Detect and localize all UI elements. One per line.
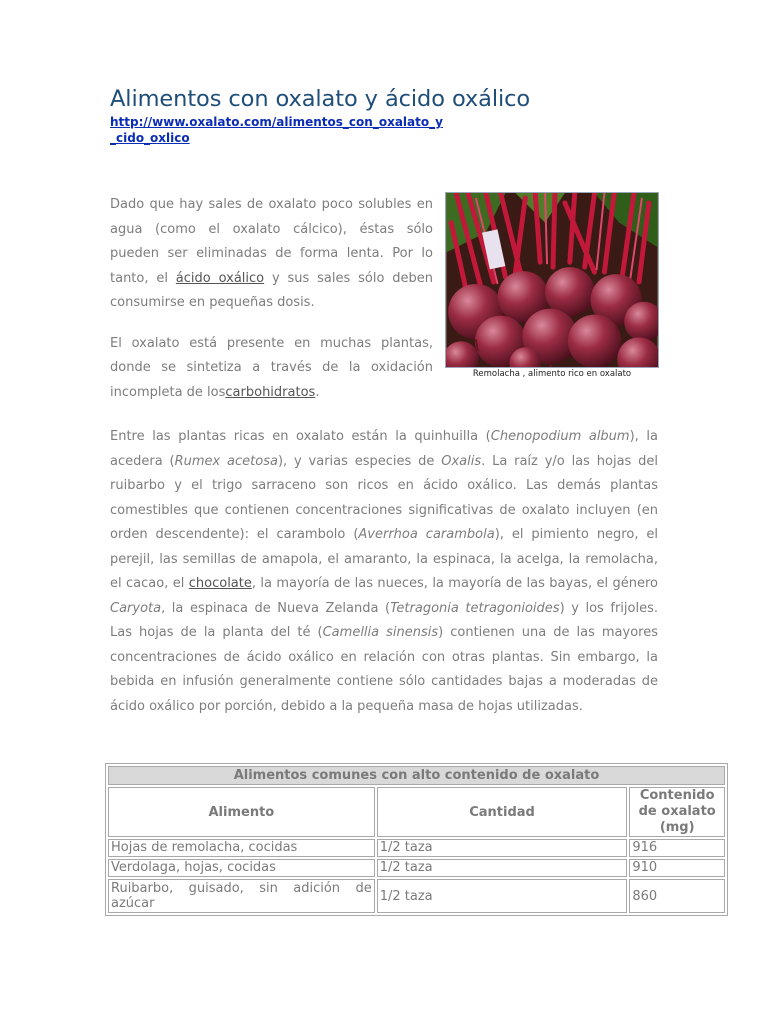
oxalate-table [105, 763, 728, 916]
intro-paragraph-1: Dado que hay sales de oxalato poco solubles en agua (como el oxalato cálcico), éstas sólo pueden ser eliminadas de forma lenta. Por lo tanto, el ácido oxálico y sus sales sólo deben consumirse en pequeñas dosis. [110, 197, 433, 310]
document-page [110, 84, 658, 719]
source-link-block [110, 114, 443, 146]
source-url-line1: http://www.oxalato.com/alimentos_con_oxalato_y [110, 115, 443, 129]
cell-contenido: 910 [629, 859, 725, 877]
cell-contenido: 916 [629, 839, 725, 857]
table-header-row [108, 787, 725, 837]
figure-caption: Remolacha , alimento rico en oxalato [472, 369, 632, 379]
main-text [110, 425, 658, 719]
chocolate-link[interactable]: chocolate [188, 576, 252, 591]
cell-cantidad: 1/2 taza [377, 839, 628, 857]
table-row [108, 839, 725, 857]
intro-text [110, 193, 433, 405]
table-caption: Alimentos comunes con alto contenido de oxalato [108, 766, 725, 785]
beet-photo [445, 192, 659, 368]
cell-contenido: 860 [629, 879, 725, 913]
page-title: Alimentos con oxalato y ácido oxálico [110, 86, 531, 112]
table-caption-row [108, 766, 725, 785]
cell-alimento: Verdolaga, hojas, cocidas [108, 859, 375, 877]
header-alimento: Alimento [108, 787, 375, 837]
carbohidratos-link[interactable]: carbohidratos [225, 384, 316, 400]
table-row [108, 859, 725, 877]
source-url-link[interactable] [110, 115, 443, 145]
acido-oxalico-link[interactable]: ácido oxálico [175, 270, 265, 286]
table-row [108, 879, 725, 913]
intro-paragraph-2: El oxalato está presente en muchas plantas, donde se sintetiza a través de la oxidación incompleta de loscarbohidratos. [110, 335, 433, 400]
cell-cantidad: 1/2 taza [377, 879, 628, 913]
body-paragraph: Entre las plantas ricas en oxalato están la quinhuilla (Chenopodium album), la acedera (Rumex acetosa), y varias especies de Oxalis. La raíz y/o las hojas del ruibarbo y el trigo sarraceno son ricos en ácido oxálico. Las demás plantas comestibles que contienen concentraciones significativas de oxalato incluyen (en orden descendente): el carambolo (Averrhoa carambola), el pimiento negro, el perejil, las semillas de amapola, el amaranto, la espinaca, la acelga, la remolacha, el cacao, el chocolate, la mayoría de las nueces, la mayoría de las bayas, el género Caryota, la espinaca de Nueva Zelanda (Tetragonia tetragonioides) y los frijoles. Las hojas de la planta del té (Camellia sinensis) contienen una de las mayores concentraciones de ácido oxálico en relación con otras plantas. Sin embargo, la bebida en infusión generalmente contiene sólo cantidades bajas a moderadas de ácido oxálico por porción, debido a la pequeña masa de hojas utilizadas. [110, 429, 659, 714]
cell-alimento: Hojas de remolacha, cocidas [108, 839, 375, 857]
beet-figure [445, 192, 659, 379]
intro-section [110, 193, 658, 407]
cell-alimento: Ruibarbo, guisado, sin adición de azúcar [108, 879, 375, 913]
cell-cantidad: 1/2 taza [377, 859, 628, 877]
header-contenido: Contenido de oxalato (mg) [629, 787, 725, 837]
header-cantidad: Cantidad [377, 787, 628, 837]
source-url-line2: _cido_oxlico [110, 131, 190, 145]
